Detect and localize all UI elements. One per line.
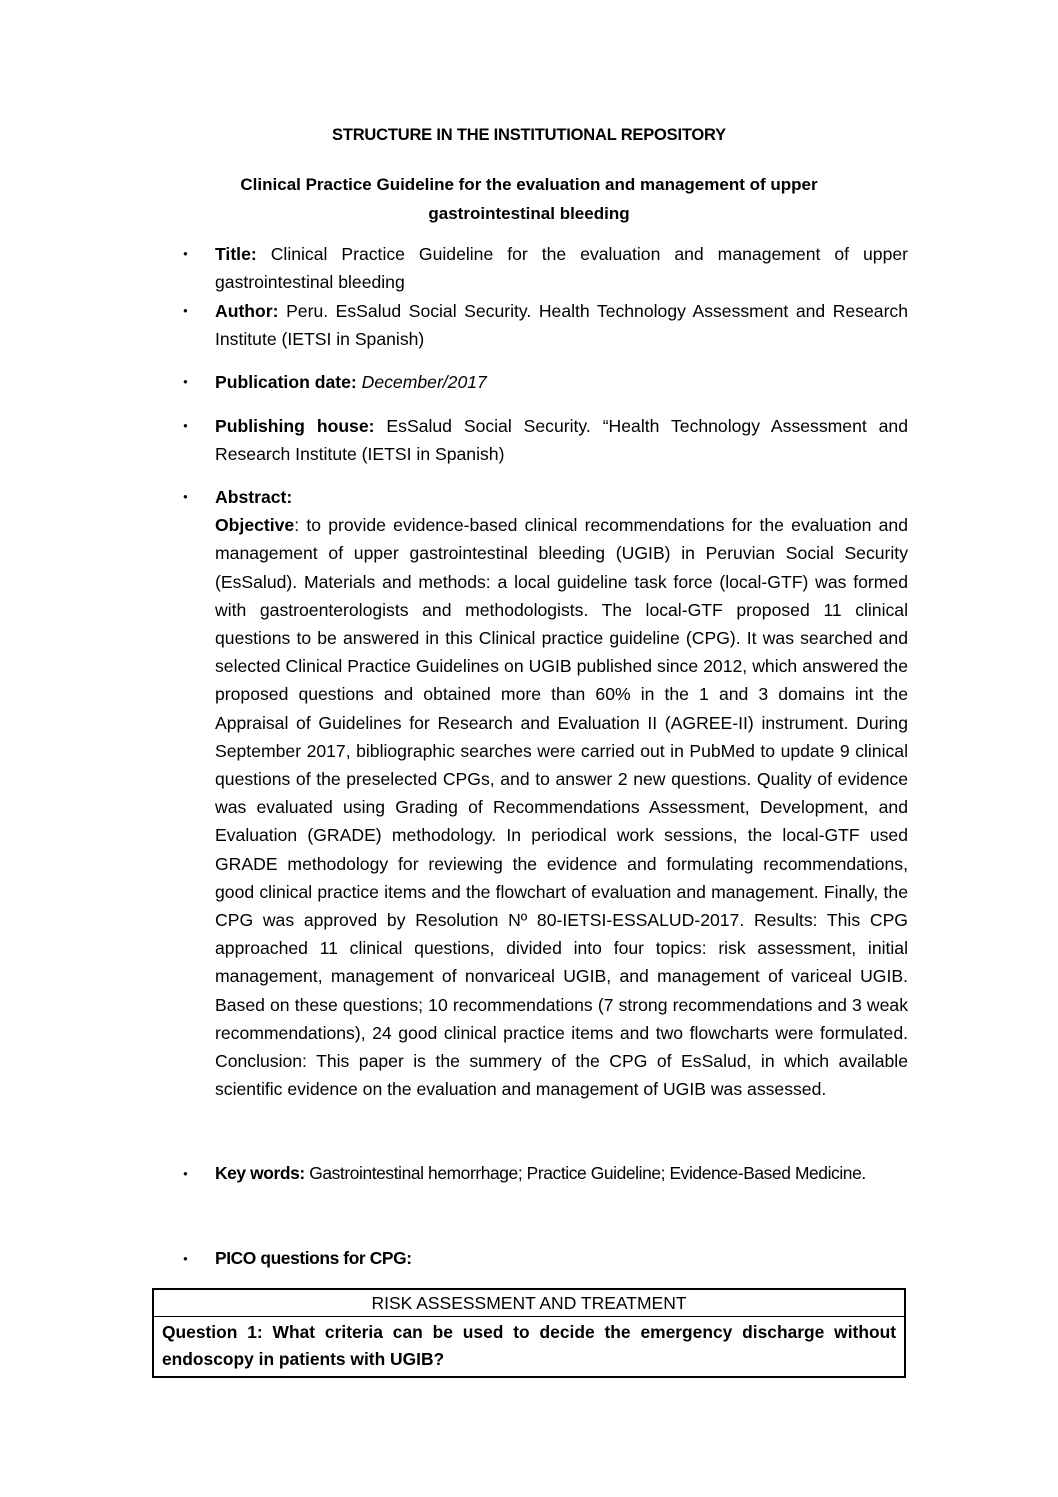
title-label: Title: bbox=[215, 244, 257, 264]
publication-date-item bbox=[215, 368, 908, 396]
author-value: Peru. EsSalud Social Security. Health Technology Assessment and Research Institute (IETSI in Spanish) bbox=[215, 301, 909, 350]
abstract-item bbox=[215, 483, 908, 1103]
bullet-icon bbox=[183, 1160, 193, 1188]
publishing-house-label: Publishing house: bbox=[215, 416, 375, 436]
author-item bbox=[215, 297, 908, 353]
guideline-subtitle: Clinical Practice Guideline for the evaluation and management of upper gastrointestinal bleeding bbox=[240, 175, 818, 223]
keywords-item bbox=[215, 1160, 908, 1187]
keywords-value: Gastrointestinal hemorrhage; Practice Guideline; Evidence-Based Medicine. bbox=[309, 1163, 866, 1183]
title-value: Clinical Practice Guideline for the evaluation and management of upper gastrointestinal bleeding bbox=[215, 244, 908, 293]
publication-date-value: December/2017 bbox=[361, 372, 487, 392]
pico-label: PICO questions for CPG: bbox=[215, 1248, 412, 1268]
pico-item bbox=[215, 1245, 908, 1272]
abstract-text: : to provide evidence-based clinical recommendations for the evaluation and management of upper gastrointestinal bleeding (UGIB) in Peruvian Social Security (EsSalud). Materials and methods: a local guideline task force (local-GTF) was formed with gastroenterologists and methodologists. The local-GTF proposed 11 clinical questions to be answered in this Clinical practice guideline (CPG). It was searched and selected Clinical Practice Guidelines on UGIB published since 2012, which answered the proposed questions and obtained more than 60% in the 1 and 3 domains int the Appraisal of Guidelines for Research and Evaluation II (AGREE-II) instrument. During September 2017, bibliographic searches were carried out in PubMed to update 9 clinical questions of the preselected CPGs, and to answer 2 new questions. Quality of evidence was evaluated using Grading of Recommendations Assessment, Development, and Evaluation (GRADE) methodology. In periodical work sessions, the local-GTF used GRADE methodology for reviewing the evidence and formulating recommendations, good clinical practice items and the flowchart of evaluation and management. Finally, the CPG was approved by Resolution Nº 80-IETSI-ESSALUD-2017. Results: This CPG approached 11 clinical questions, divided into four topics: risk assessment, initial management, management of nonvariceal UGIB, and management of variceal UGIB. Based on these questions; 10 recommendations (7 strong recommendations and 3 weak recommendations), 24 good clinical practice items and two flowcharts were formulated. Conclusion: This paper is the summery of the CPG of EsSalud, in which available scientific evidence on the evaluation and management of UGIB was assessed. bbox=[215, 515, 908, 1100]
table-header: RISK ASSESSMENT AND TREATMENT bbox=[154, 1290, 904, 1317]
bullet-icon bbox=[183, 297, 193, 325]
bullet-icon bbox=[183, 368, 193, 396]
bullet-icon bbox=[183, 1245, 193, 1273]
bullet-icon bbox=[183, 412, 193, 440]
title-item bbox=[215, 240, 908, 296]
pico-table bbox=[152, 1288, 906, 1378]
author-label: Author: bbox=[215, 301, 279, 321]
publication-date-label: Publication date: bbox=[215, 372, 357, 392]
bullet-icon bbox=[183, 240, 193, 268]
abstract-body bbox=[215, 511, 908, 1103]
keywords-label: Key words: bbox=[215, 1163, 305, 1183]
publishing-house-value: EsSalud Social Security. “Health Technology Assessment and Research Institute (IETSI in Spanish) bbox=[215, 416, 908, 465]
page-heading: STRUCTURE IN THE INSTITUTIONAL REPOSITORY bbox=[332, 126, 726, 144]
publishing-house-item bbox=[215, 412, 908, 468]
abstract-label: Abstract: bbox=[215, 487, 293, 507]
table-question: Question 1: What criteria can be used to decide the emergency discharge without endoscopy in patients with UGIB? bbox=[162, 1322, 896, 1369]
bullet-icon bbox=[183, 483, 193, 511]
objective-label: Objective bbox=[215, 515, 295, 536]
